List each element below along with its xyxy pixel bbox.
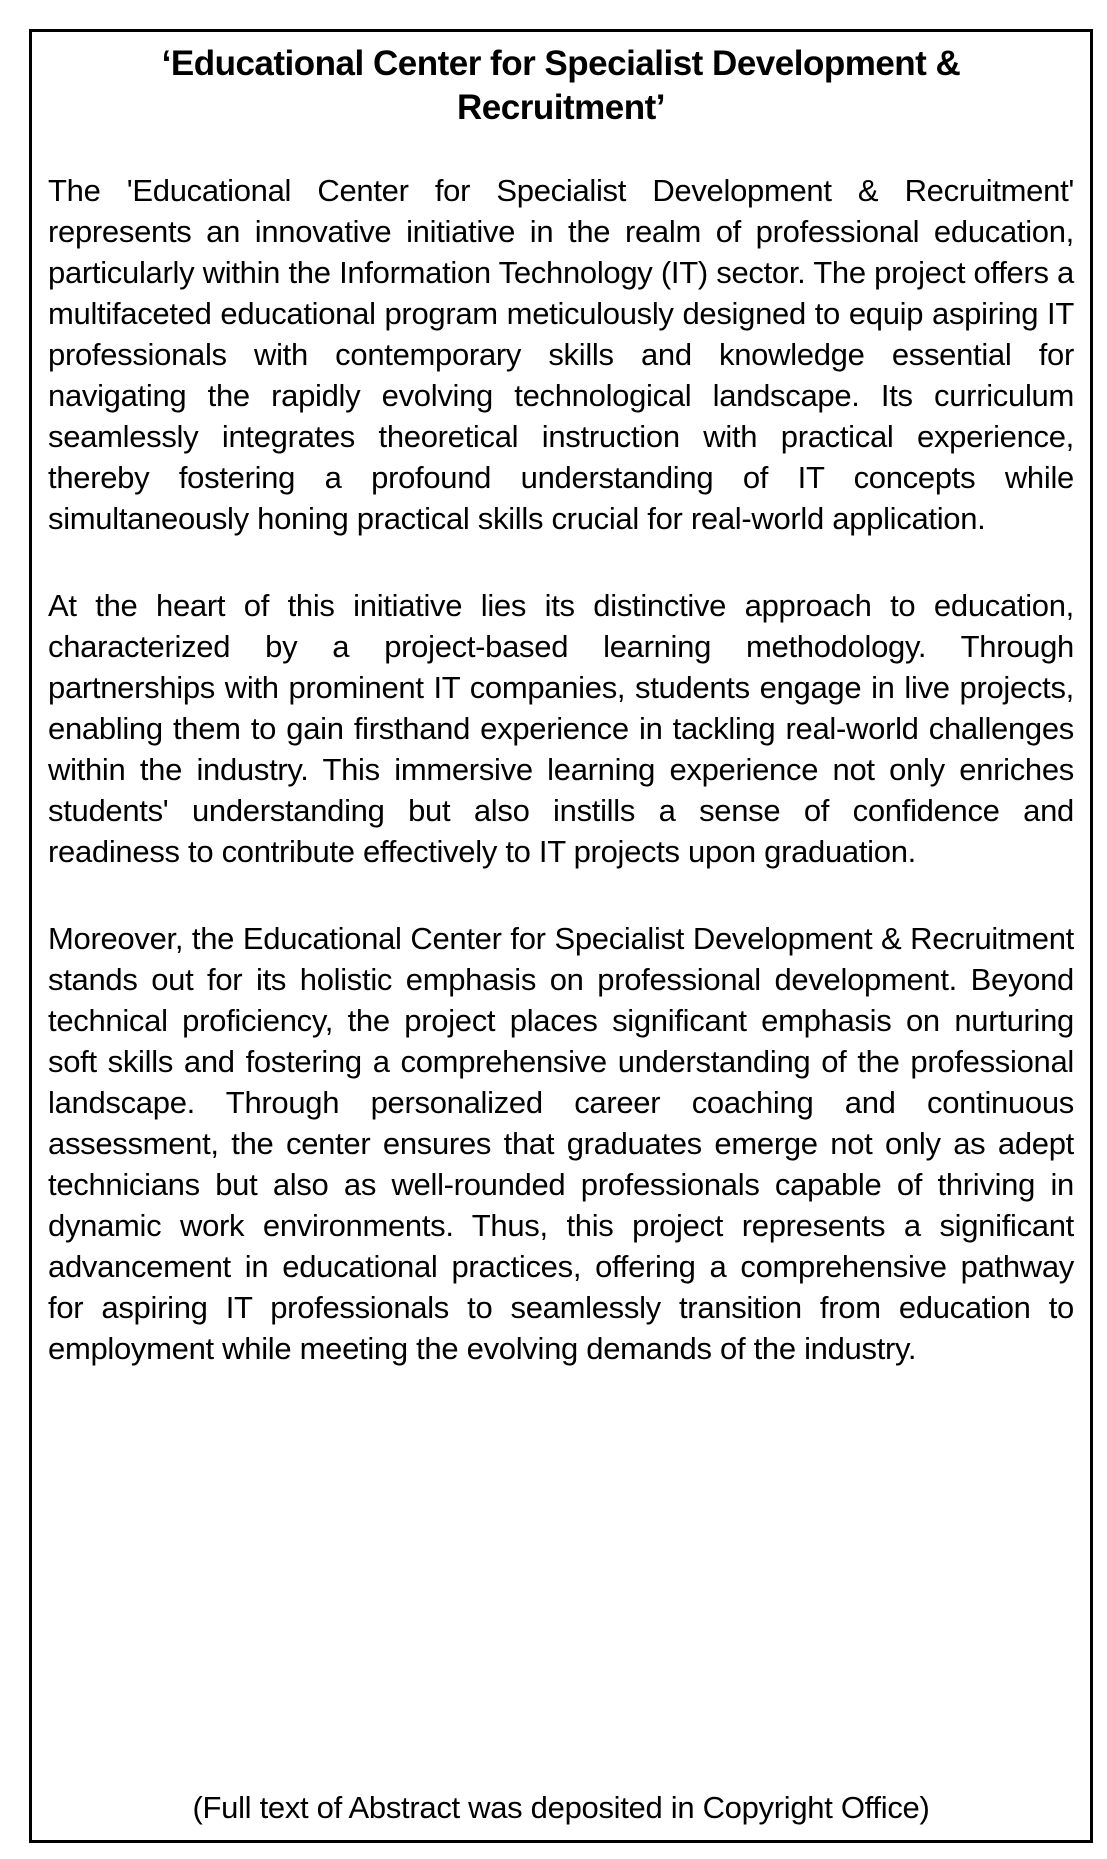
- document-title: ‘Educational Center for Specialist Development & Recruitment’: [161, 44, 961, 127]
- footer-note: (Full text of Abstract was deposited in Copyright Office): [192, 1790, 930, 1825]
- abstract-paragraph-1: The 'Educational Center for Specialist Development & Recruitment' represents an innovative initiative in the realm of professional education, particularly within the Information Technology (IT) sector. The project offers a multifaceted educational program meticulously designed to equip aspiring IT professionals with contemporary skills and knowledge essential for navigating the rapidly evolving technological landscape. Its curriculum seamlessly integrates theoretical instruction with practical experience, thereby fostering a profound understanding of IT concepts while simultaneously honing practical skills crucial for real-world application.: [48, 173, 1074, 536]
- abstract-paragraph-3: Moreover, the Educational Center for Specialist Development & Recruitment stands out for its holistic emphasis on professional development. Beyond technical proficiency, the project places significant emphasis on nurturing soft skills and fostering a comprehensive understanding of the professional landscape. Through personalized career coaching and continuous assessment, the center ensures that graduates emerge not only as adept technicians but also as well-rounded professionals capable of thriving in dynamic work environments. Thus, this project represents a significant advancement in educational practices, offering a comprehensive pathway for aspiring IT professionals to seamlessly transition from education to employment while meeting the evolving demands of the industry.: [48, 921, 1074, 1366]
- abstract-paragraph-2: At the heart of this initiative lies its distinctive approach to education, characterized by a project-based learning methodology. Through partnerships with prominent IT companies, students engage in live projects, enabling them to gain firsthand experience in tackling real-world challenges within the industry. This immersive learning experience not only enriches students' understanding but also instills a sense of confidence and readiness to contribute effectively to IT projects upon graduation.: [48, 588, 1074, 869]
- abstract-box: [29, 29, 1093, 1843]
